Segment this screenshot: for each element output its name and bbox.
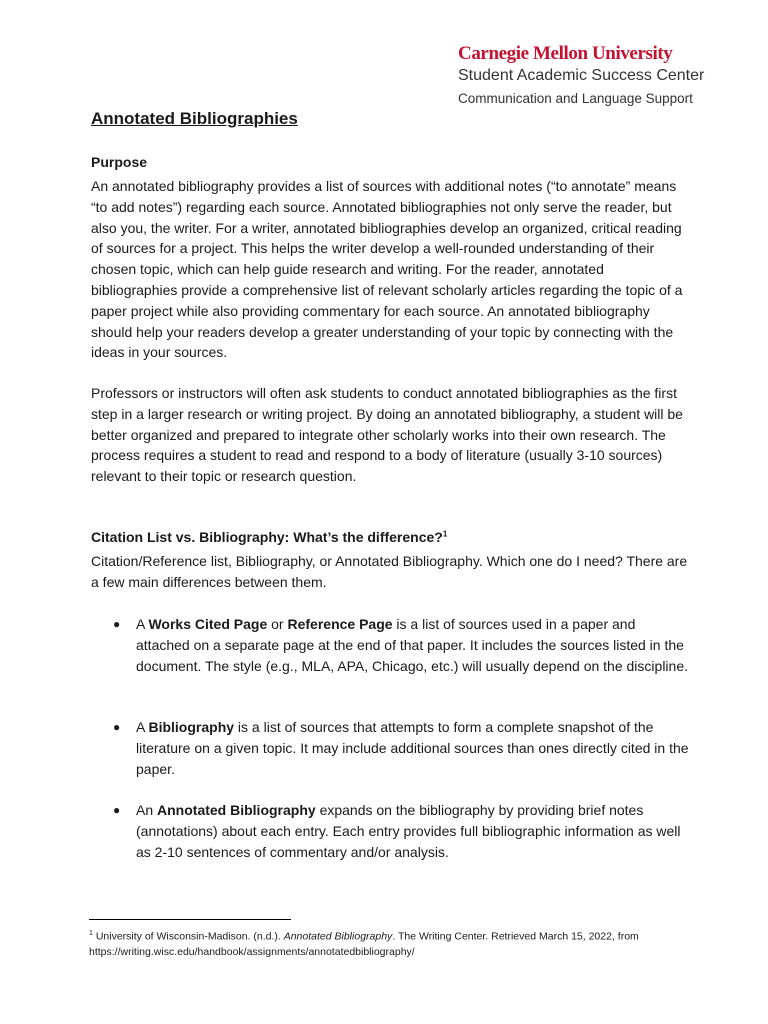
logo-center-name: Student Academic Success Center [458, 67, 705, 84]
term-bibliography: Bibliography [148, 719, 235, 735]
list-item-text: A Bibliography is a list of sources that attempts to form a complete snapshot of the literature on a given topic. It may include additional sources than ones directly cited in the paper. [136, 719, 689, 777]
bullet-icon: ● [113, 617, 121, 631]
logo-university: Carnegie Mellon University [458, 43, 673, 64]
footnote-work-title: Annotated Bibliography [283, 930, 393, 943]
list-item-text: A Works Cited Page or Reference Page is a list of sources used in a paper and attached on a separate page at the end of that paper. It includes the sources listed in the document. The style (e.g., MLA, APA, Chicago, etc.) will usually depend on the discipline. [136, 616, 688, 674]
term-works-cited-page: Works Cited Page [148, 616, 268, 632]
difference-intro: Citation/Reference list, Bibliography, or Annotated Bibliography. Which one do I need? There are a few main differences between them. [91, 553, 688, 590]
page-title: Annotated Bibliographies [91, 109, 298, 128]
bullet-icon: ● [113, 803, 121, 817]
purpose-paragraph-1: An annotated bibliography provides a list of sources with additional notes (“to annotate” means “to add notes”) regarding each source. Annotated bibliographies not only serve the reader, but also you, the writer. For a writer, annotated bibliographies develop an organized, critical reading of sources for a project. This helps the writer develop a well-rounded understanding of their chosen topic, which can help guide research and writing. For the reader, annotated bibliographies provide a comprehensive list of relevant scholarly articles regarding the topic of a paper project while also providing commentary for each source. An annotated bibliography should help your readers develop a greater understanding of your topic by connecting with the ideas in your sources. [91, 178, 683, 361]
logo-subtitle: Communication and Language Support [458, 91, 693, 106]
purpose-heading: Purpose [91, 154, 148, 170]
list-item-text: An Annotated Bibliography expands on the bibliography by providing brief notes (annotations) about each entry. Each entry provides full bibliographic information as well as 2-10 sentences of commentary and/or analysis. [136, 802, 681, 860]
bullet-icon: ● [113, 720, 121, 734]
purpose-paragraph-2: Professors or instructors will often ask students to conduct annotated bibliographies as the first step in a larger research or writing project. By doing an annotated bibliography, a student will be better organized and prepared to integrate other scholarly works into their own research. The process requires a student to read and respond to a body of literature (usually 3-10 sources) relevant to their topic or research question. [91, 385, 683, 485]
footnote-divider [89, 919, 291, 920]
term-annotated-bibliography: Annotated Bibliography [157, 802, 316, 818]
footnote-reference-1[interactable]: 1 [442, 529, 448, 539]
footnote: $^1$ University of Wisconsin-Madison. (n.d.). Annotated Bibliography. The Writing Center. Retrieved March 15, 2022, from https://writing.wisc.edu/handbook/assignments/annotatedbibliography/ [89, 930, 639, 958]
cmu-logo [458, 44, 704, 108]
difference-heading [91, 528, 447, 546]
term-reference-page: Reference Page [287, 616, 393, 632]
footnote-rest: . The Writing Center. Retrieved March 15, 2022, from https://writing.wisc.edu/handbook/assignments/annotatedbibliography/ [89, 930, 639, 958]
difference-heading-text: Citation List vs. Bibliography: What’s the difference? [91, 529, 443, 545]
footnote-mark: 1 [89, 930, 93, 937]
